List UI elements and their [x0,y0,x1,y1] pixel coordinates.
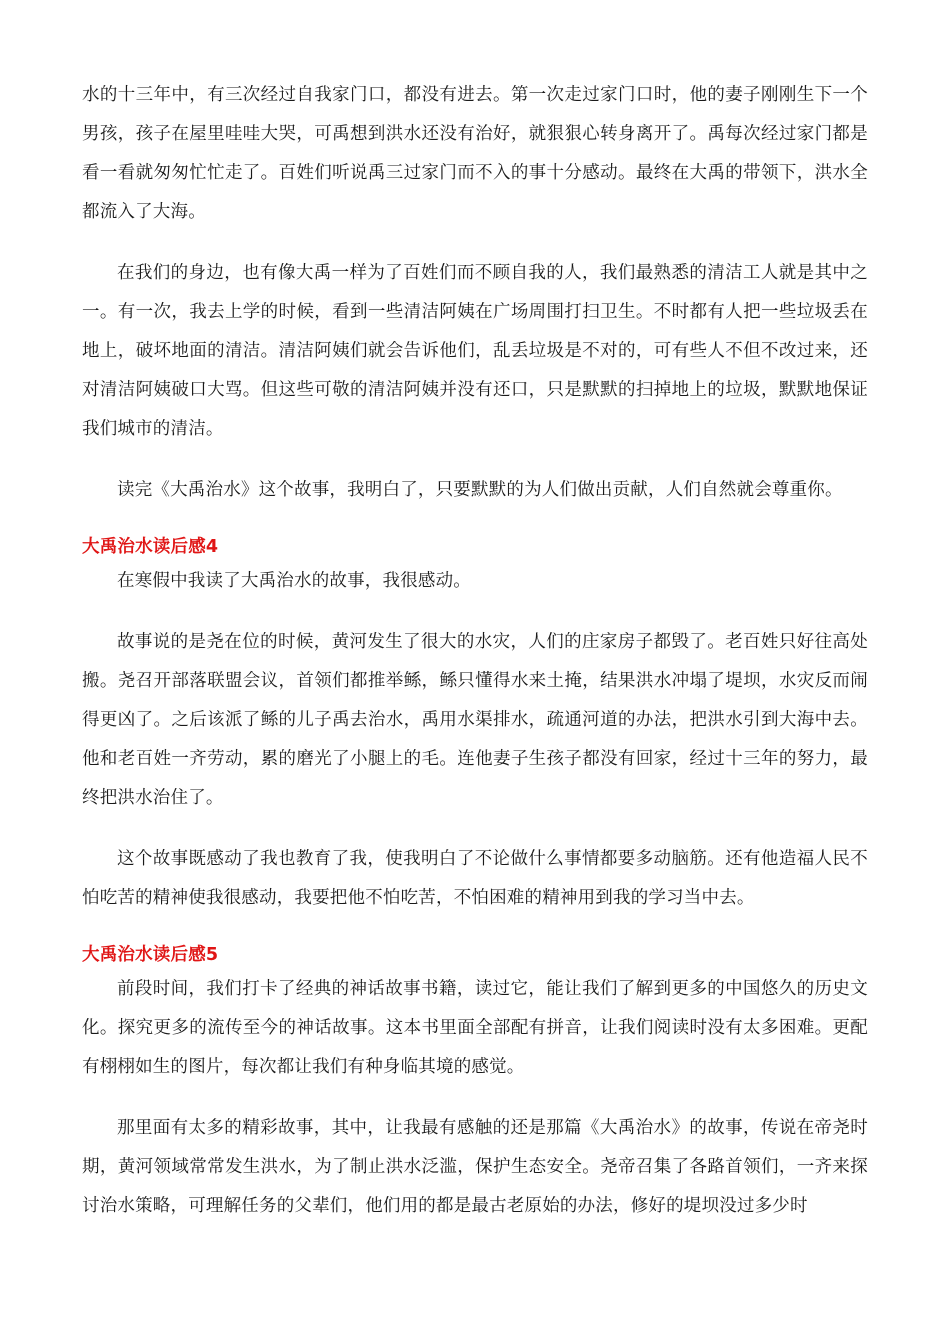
paragraph: 前段时间，我们打卡了经典的神话故事书籍，读过它，能让我们了解到更多的中国悠久的历史文化。探究更多的流传至今的神话故事。这本书里面全部配有拼音，让我们阅读时没有太多困难。更配有栩栩如生的图片，每次都让我们有种身临其境的感觉。 [82,979,868,1077]
section-heading-4: 大禹治水读后感4 [82,537,219,557]
paragraph: 在我们的身边，也有像大禹一样为了百姓们而不顾自我的人，我们最熟悉的清洁工人就是其中之一。有一次，我去上学的时候，看到一些清洁阿姨在广场周围打扫卫生。不时都有人把一些垃圾丢在地上，破坏地面的清洁。清洁阿姨们就会告诉他们，乱丢垃圾是不对的，可有些人不但不改过来，还对清洁阿姨破口大骂。但这些可敬的清洁阿姨并没有还口，只是默默的扫掉地上的垃圾，默默地保证我们城市的清洁。 [82,263,868,439]
paragraph: 这个故事既感动了我也教育了我，使我明白了不论做什么事情都要多动脑筋。还有他造福人民不怕吃苦的精神使我很感动，我要把他不怕吃苦，不怕困难的精神用到我的学习当中去。 [82,849,868,908]
paragraph: 水的十三年中，有三次经过自我家门口，都没有进去。第一次走过家门口时，他的妻子刚刚生下一个男孩，孩子在屋里哇哇大哭，可禹想到洪水还没有治好，就狠狠心转身离开了。禹每次经过家门都是看一看就匆匆忙忙走了。百姓们听说禹三过家门而不入的事十分感动。最终在大禹的带领下，洪水全都流入了大海。 [82,85,868,222]
section-heading-5: 大禹治水读后感5 [82,945,219,965]
paragraph: 故事说的是尧在位的时候，黄河发生了很大的水灾，人们的庄家房子都毁了。老百姓只好往高处搬。尧召开部落联盟会议，首领们都推举鲧，鲧只懂得水来土掩，结果洪水冲塌了堤坝，水灾反而闹得更凶了。之后该派了鲧的儿子禹去治水，禹用水渠排水，疏通河道的办法，把洪水引到大海中去。他和老百姓一齐劳动，累的磨光了小腿上的毛。连他妻子生孩子都没有回家，经过十三年的努力，最终把洪水治住了。 [82,632,868,808]
document-body [82,76,868,1248]
paragraph: 那里面有太多的精彩故事，其中，让我最有感触的还是那篇《大禹治水》的故事，传说在帝尧时期，黄河领域常常发生洪水，为了制止洪水泛滥，保护生态安全。尧帝召集了各路首领们，一齐来探讨治水策略，可理解任务的父辈们，他们用的都是最古老原始的办法，修好的堤坝没过多少时 [82,1118,868,1216]
paragraph: 读完《大禹治水》这个故事，我明白了，只要默默的为人们做出贡献，人们自然就会尊重你。 [117,480,843,500]
paragraph: 在寒假中我读了大禹治水的故事，我很感动。 [117,571,471,591]
